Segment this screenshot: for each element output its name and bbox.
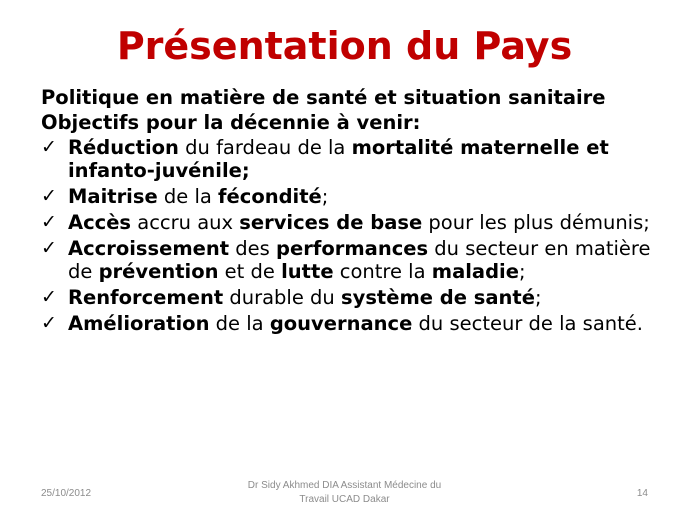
footer-author: [200, 479, 489, 507]
objective-text: contre la: [333, 260, 432, 283]
objective-text: ;: [518, 260, 526, 283]
objective-text: performances: [276, 237, 429, 260]
objective-text: lutte: [281, 260, 334, 283]
objective-text: et de: [218, 260, 282, 283]
objectives-list: [41, 136, 663, 335]
check-mark-icon: ✓: [41, 286, 57, 308]
objective-text: accru aux: [131, 211, 240, 234]
objective-text: du secteur de la santé.: [412, 312, 643, 335]
objective-item: [41, 185, 663, 208]
objective-text: Maitrise: [68, 185, 158, 208]
objective-item: [41, 211, 663, 234]
slide-content: [41, 86, 663, 338]
objective-text: Amélioration: [68, 312, 210, 335]
heading-policy: Politique en matière de santé et situation sanitaire: [41, 86, 606, 109]
objective-text: durable du: [223, 286, 341, 309]
objective-text: ;: [321, 185, 329, 208]
objective-text: du secteur en matière de: [68, 237, 651, 283]
check-mark-icon: ✓: [41, 312, 57, 334]
objective-text: ;: [534, 286, 542, 309]
slide-title: Présentation du Pays: [116, 24, 573, 68]
objective-text: Accès: [68, 211, 132, 234]
footer-author-line-1: Dr Sidy Akhmed DIA Assistant Médecine du: [247, 480, 442, 491]
objective-item: [41, 286, 663, 309]
objective-text: système de santé: [341, 286, 535, 309]
heading-objectives: Objectifs pour la décennie à venir:: [41, 111, 421, 134]
objective-text: gouvernance: [269, 312, 413, 335]
check-mark-icon: ✓: [41, 211, 57, 233]
objective-text: maladie: [431, 260, 519, 283]
footer-date: 25/10/2012: [41, 488, 92, 499]
objective-text: des: [229, 237, 277, 260]
objective-text: de la: [157, 185, 219, 208]
objective-text: fécondité: [218, 185, 322, 208]
check-mark-icon: ✓: [41, 237, 57, 259]
objective-text: prévention: [98, 260, 219, 283]
check-mark-icon: ✓: [41, 136, 57, 158]
footer-page-number: 14: [636, 488, 648, 499]
objective-text: du fardeau de la: [178, 136, 352, 159]
objective-text: de la: [209, 312, 270, 335]
objective-text: Accroissement: [68, 237, 230, 260]
objective-text: pour les plus démunis;: [422, 211, 650, 234]
objective-text: Renforcement: [68, 286, 224, 309]
objective-item: [41, 312, 663, 335]
objective-text: Réduction: [68, 136, 179, 159]
objective-item: [41, 237, 663, 283]
objective-text: services de base: [239, 211, 423, 234]
objective-item: [41, 136, 663, 182]
objective-text: mortalité maternelle et infanto-juvénile;: [68, 136, 609, 182]
check-mark-icon: ✓: [41, 185, 57, 207]
footer-author-line-2: Travail UCAD Dakar: [299, 494, 390, 505]
